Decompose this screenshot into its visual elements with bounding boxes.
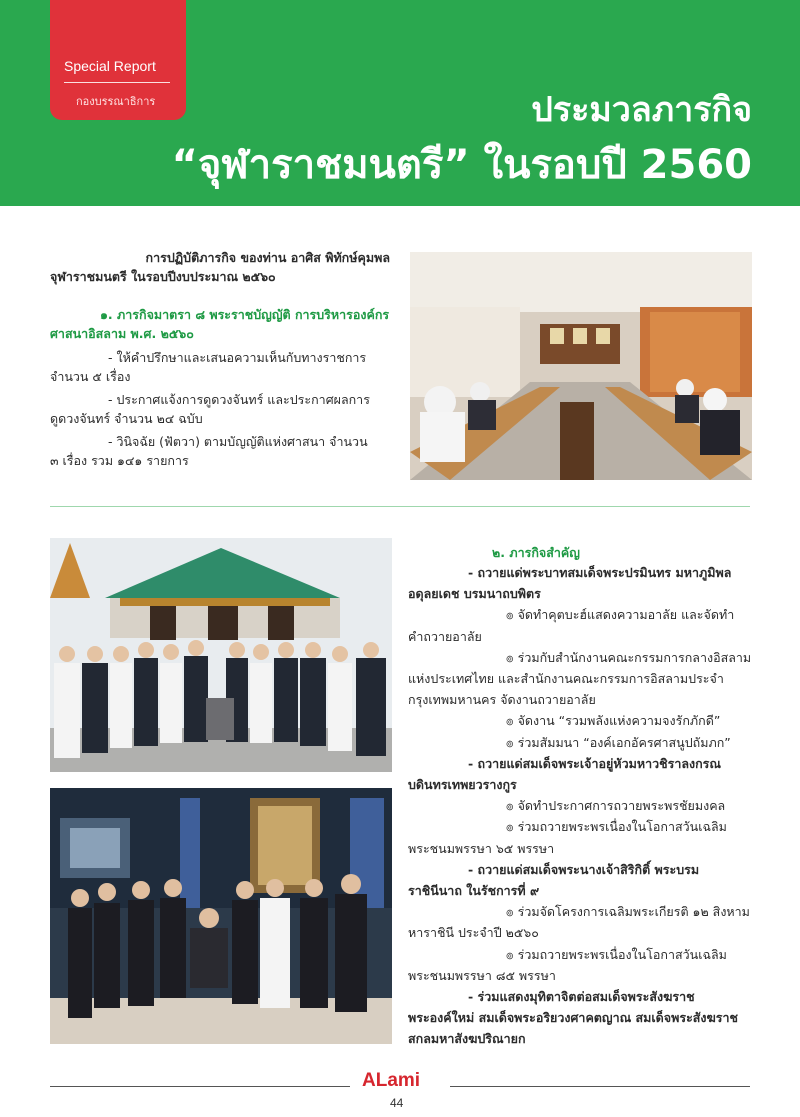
section-2-line: หาราชินี ประจำปี ๒๕๖๐ xyxy=(408,925,539,941)
section-1-item-1-cont: จำนวน ๕ เรื่อง xyxy=(50,369,131,384)
section-2-line: - ถวายแด่สมเด็จพระเจ้าอยู่หัวมหาวชิราลงกรณ xyxy=(468,755,721,771)
event-hall-group-photo xyxy=(50,788,392,1044)
section-1-item-2: - ประกาศแจ้งการดูดวงจันทร์ และประกาศผลการ xyxy=(108,392,370,407)
section-2-line: ๏ ร่วมกับสำนักงานคณะกรรมการกลางอิสลาม xyxy=(506,649,752,665)
section-1-item-2-cont: ดูดวงจันทร์ จำนวน ๒๔ ฉบับ xyxy=(50,411,203,426)
logo-ami: ami xyxy=(387,1070,421,1091)
section-2-line: แห่งประเทศไทย และสำนักงานคณะกรรมการอิสลามประจำ xyxy=(408,671,724,686)
footer-rule-left xyxy=(50,1086,350,1087)
special-report-tag xyxy=(50,0,186,120)
headline-line-2: “จุฬาราชมนตรี” ในรอบปี 2560 xyxy=(171,142,752,188)
meeting-room-photo xyxy=(410,252,752,480)
footer-rule-right xyxy=(450,1086,750,1087)
section-2-heading: ๒. ภารกิจสำคัญ xyxy=(492,545,580,560)
section-1-heading-cont: ศาสนาอิสลาม พ.ศ. ๒๕๖๐ xyxy=(50,326,194,341)
section-2-line: บดินทรเทพยวรางกูร xyxy=(408,777,517,792)
page-number: 44 xyxy=(390,1096,404,1110)
section-1-item-3: - วินิจฉัย (ฟัตวา) ตามบัญญัติแห่งศาสนา จำนวน xyxy=(108,434,368,449)
headline-line-1: ประมวลภารกิจ xyxy=(531,90,752,130)
section-2-line: พระชนมพรรษา ๘๕ พรรษา xyxy=(408,967,556,983)
section-2-line: ๏ ร่วมถวายพระพรเนื่องในโอกาสวันเฉลิม xyxy=(506,819,727,835)
section-2-line: พระองค์ใหม่ สมเด็จพระอริยวงศาคตญาณ สมเด็จพระสังฆราช xyxy=(408,1010,739,1026)
section-2-line: - ร่วมแสดงมุทิตาจิตต่อสมเด็จพระสังฆราช xyxy=(468,989,695,1004)
section-2-line: พระชนมพรรษา ๖๕ พรรษา xyxy=(408,840,555,856)
section-2-line: - ถวายแด่สมเด็จพระนางเจ้าสิริกิติ์ พระบรม xyxy=(468,861,700,877)
section-divider xyxy=(50,506,750,507)
temple-group-photo xyxy=(50,538,392,772)
logo-al: AL xyxy=(362,1070,388,1091)
section-2-line: ๏ จัดงาน “รวมพลังแห่งความจงรักภักดี” xyxy=(506,713,721,729)
section-2-line: สกลมหาสังฆปริณายก xyxy=(408,1031,526,1047)
section-2-line: ๏ ร่วมถวายพระพรเนื่องในโอกาสวันเฉลิม xyxy=(506,946,727,962)
section-2-line: อดุลยเดช บรมนาถบพิตร xyxy=(408,586,541,602)
tag-divider xyxy=(64,82,170,83)
section-1-heading: ๑. ภารกิจมาตรา ๘ พระราชบัญญัติ การบริหารองค์กร xyxy=(100,307,390,322)
section-2-line: ราชินีนาถ ในรัชการที่ ๙ xyxy=(408,883,540,898)
tag-subtitle: กองบรรณาธิการ xyxy=(76,95,156,108)
section-2-line: คำถวายอาลัย xyxy=(408,628,482,644)
tag-title: Special Report xyxy=(64,58,156,74)
intro-line-1: การปฏิบัติภารกิจ ของท่าน อาศิส พิทักษ์คุมพล xyxy=(145,250,390,265)
section-2-line: ๏ ร่วมจัดโครงการเฉลิมพระเกียรติ ๑๒ สิงหาม xyxy=(506,904,750,920)
section-2-line: ๏ จัดทำประกาศการถวายพระพรชัยมงคล xyxy=(506,798,726,814)
section-1-item-3-cont: ๓ เรื่อง รวม ๑๔๑ รายการ xyxy=(50,453,189,468)
section-2-line: ๏ จัดทำคุตบะฮ์แสดงความอาลัย และจัดทำ xyxy=(506,607,735,623)
section-2-line: - ถวายแด่พระบาทสมเด็จพระปรมินทร มหาภูมิพล xyxy=(468,565,732,580)
section-1-item-1: - ให้คำปรึกษาและเสนอความเห็นกับทางราชการ xyxy=(108,350,367,365)
section-2-line: ๏ ร่วมสัมมนา “องค์เอกอัครศาสนูปถัมภก” xyxy=(506,734,731,750)
intro-line-2: จุฬาราชมนตรี ในรอบปีงบประมาณ ๒๕๖๐ xyxy=(50,269,276,284)
section-2-line: กรุงเทพมหานคร จัดงานถวายอาลัย xyxy=(408,692,596,708)
header-banner xyxy=(0,0,800,206)
alami-logo xyxy=(362,1070,420,1092)
